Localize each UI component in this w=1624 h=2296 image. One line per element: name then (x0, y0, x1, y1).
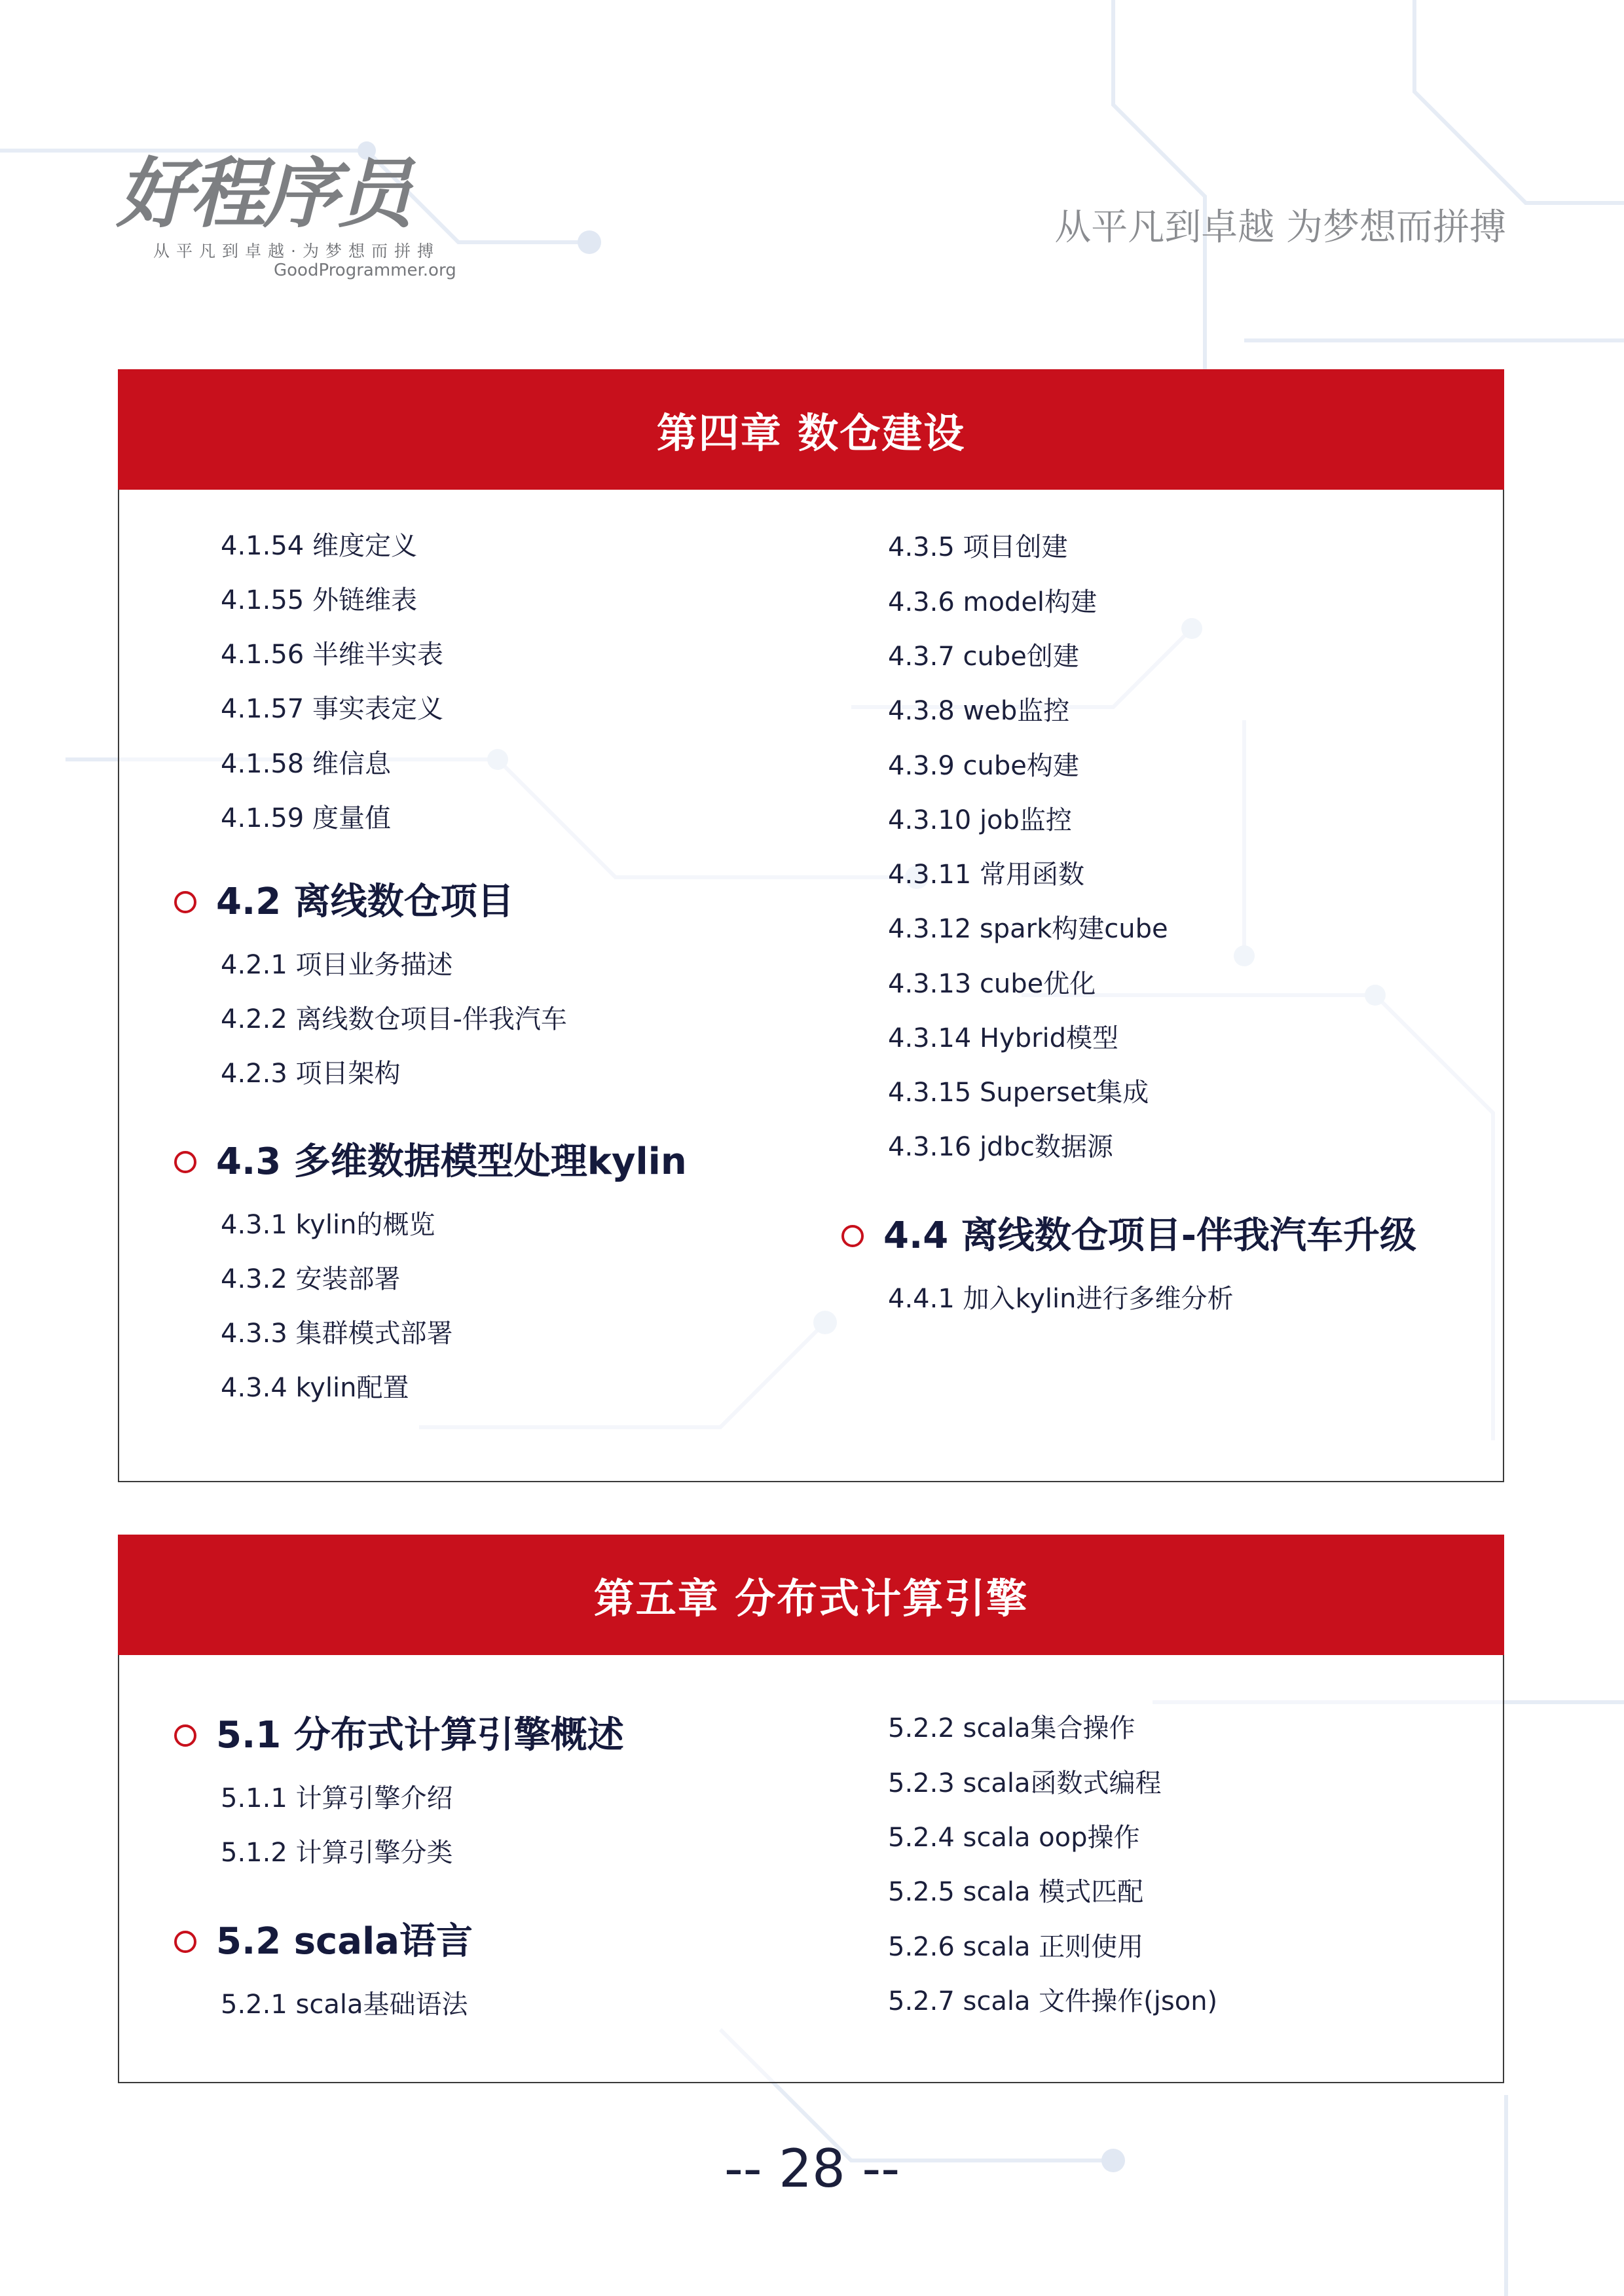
circle-bullet-icon (174, 1724, 196, 1747)
circle-bullet-icon (174, 891, 196, 913)
toc-item: 5.2.6 scala 正则使用 (888, 1932, 1144, 1962)
toc-item: 4.3.10 job监控 (888, 805, 1072, 835)
toc-item: 4.3.7 cube创建 (888, 642, 1079, 672)
toc-item: 5.1.1 计算引擎介绍 (221, 1783, 453, 1813)
section-4-4 (841, 1213, 1416, 1259)
toc-item: 4.3.3 集群模式部署 (221, 1319, 453, 1349)
brand-logo (117, 152, 457, 283)
chapter-4-title: 第四章 数仓建设 (118, 369, 1504, 490)
toc-item: 5.2.5 scala 模式匹配 (888, 1877, 1144, 1907)
toc-item: 5.2.2 scala集合操作 (888, 1713, 1135, 1743)
toc-item: 4.1.55 外链维表 (221, 585, 417, 615)
toc-item: 4.2.2 离线数仓项目-伴我汽车 (221, 1004, 567, 1034)
toc-item: 4.3.15 Superset集成 (888, 1078, 1149, 1108)
toc-item: 4.1.54 维度定义 (221, 531, 417, 561)
toc-item: 4.3.9 cube构建 (888, 751, 1079, 781)
toc-item: 5.1.2 计算引擎分类 (221, 1838, 453, 1868)
section-4-2 (174, 879, 514, 925)
toc-item: 5.2.1 scala基础语法 (221, 1990, 468, 2020)
section-title: 5.1 分布式计算引擎概述 (216, 1714, 624, 1757)
toc-item: 5.2.7 scala 文件操作(json) (888, 1986, 1218, 2016)
toc-item: 4.3.12 spark构建cube (888, 914, 1168, 944)
section-title: 4.2 离线数仓项目 (216, 881, 514, 923)
toc-item: 4.3.2 安装部署 (221, 1264, 401, 1294)
section-title: 5.2 scala语言 (216, 1920, 473, 1963)
section-4-3 (174, 1139, 687, 1185)
toc-item: 4.1.59 度量值 (221, 803, 391, 833)
toc-item: 5.2.4 scala oop操作 (888, 1823, 1140, 1853)
section-title: 4.4 离线数仓项目-伴我汽车升级 (883, 1214, 1416, 1257)
toc-item: 4.2.3 项目架构 (221, 1059, 401, 1089)
logo-text: 好程序员 (117, 150, 410, 238)
toc-item: 4.1.57 事实表定义 (221, 694, 443, 724)
section-5-2 (174, 1919, 473, 1965)
toc-item: 4.1.58 维信息 (221, 749, 391, 779)
toc-item: 4.3.14 Hybrid模型 (888, 1023, 1119, 1053)
toc-item: 4.1.56 半维半实表 (221, 640, 443, 670)
header-slogan: 从平凡到卓越 为梦想而拼搏 (1054, 206, 1506, 249)
toc-item: 4.3.8 web监控 (888, 696, 1070, 726)
section-title: 4.3 多维数据模型处理kylin (216, 1140, 687, 1183)
toc-item: 4.3.5 项目创建 (888, 532, 1068, 562)
chapter-5-title: 第五章 分布式计算引擎 (118, 1535, 1504, 1655)
toc-item: 4.3.13 cube优化 (888, 969, 1096, 999)
toc-item: 5.2.3 scala函数式编程 (888, 1768, 1162, 1798)
logo-subtitle: 从平凡到卓越·为梦想而拼搏 (153, 242, 440, 261)
toc-item: 4.4.1 加入kylin进行多维分析 (888, 1284, 1234, 1314)
toc-item: 4.3.6 model构建 (888, 587, 1098, 617)
logo-domain: GoodProgrammer.org (274, 261, 456, 280)
circle-bullet-icon (174, 1151, 196, 1173)
toc-item: 4.2.1 项目业务描述 (221, 950, 453, 980)
toc-item: 4.3.11 常用函数 (888, 860, 1084, 890)
section-5-1 (174, 1713, 624, 1758)
circle-bullet-icon (174, 1931, 196, 1953)
toc-item: 4.3.4 kylin配置 (221, 1373, 409, 1403)
page-number: -- 28 -- (724, 2138, 900, 2199)
circle-bullet-icon (841, 1225, 864, 1247)
toc-item: 4.3.16 jdbc数据源 (888, 1132, 1113, 1162)
chapter-4-box (118, 369, 1504, 1482)
toc-item: 4.3.1 kylin的概览 (221, 1210, 435, 1240)
chapter-5-box (118, 1535, 1504, 2083)
